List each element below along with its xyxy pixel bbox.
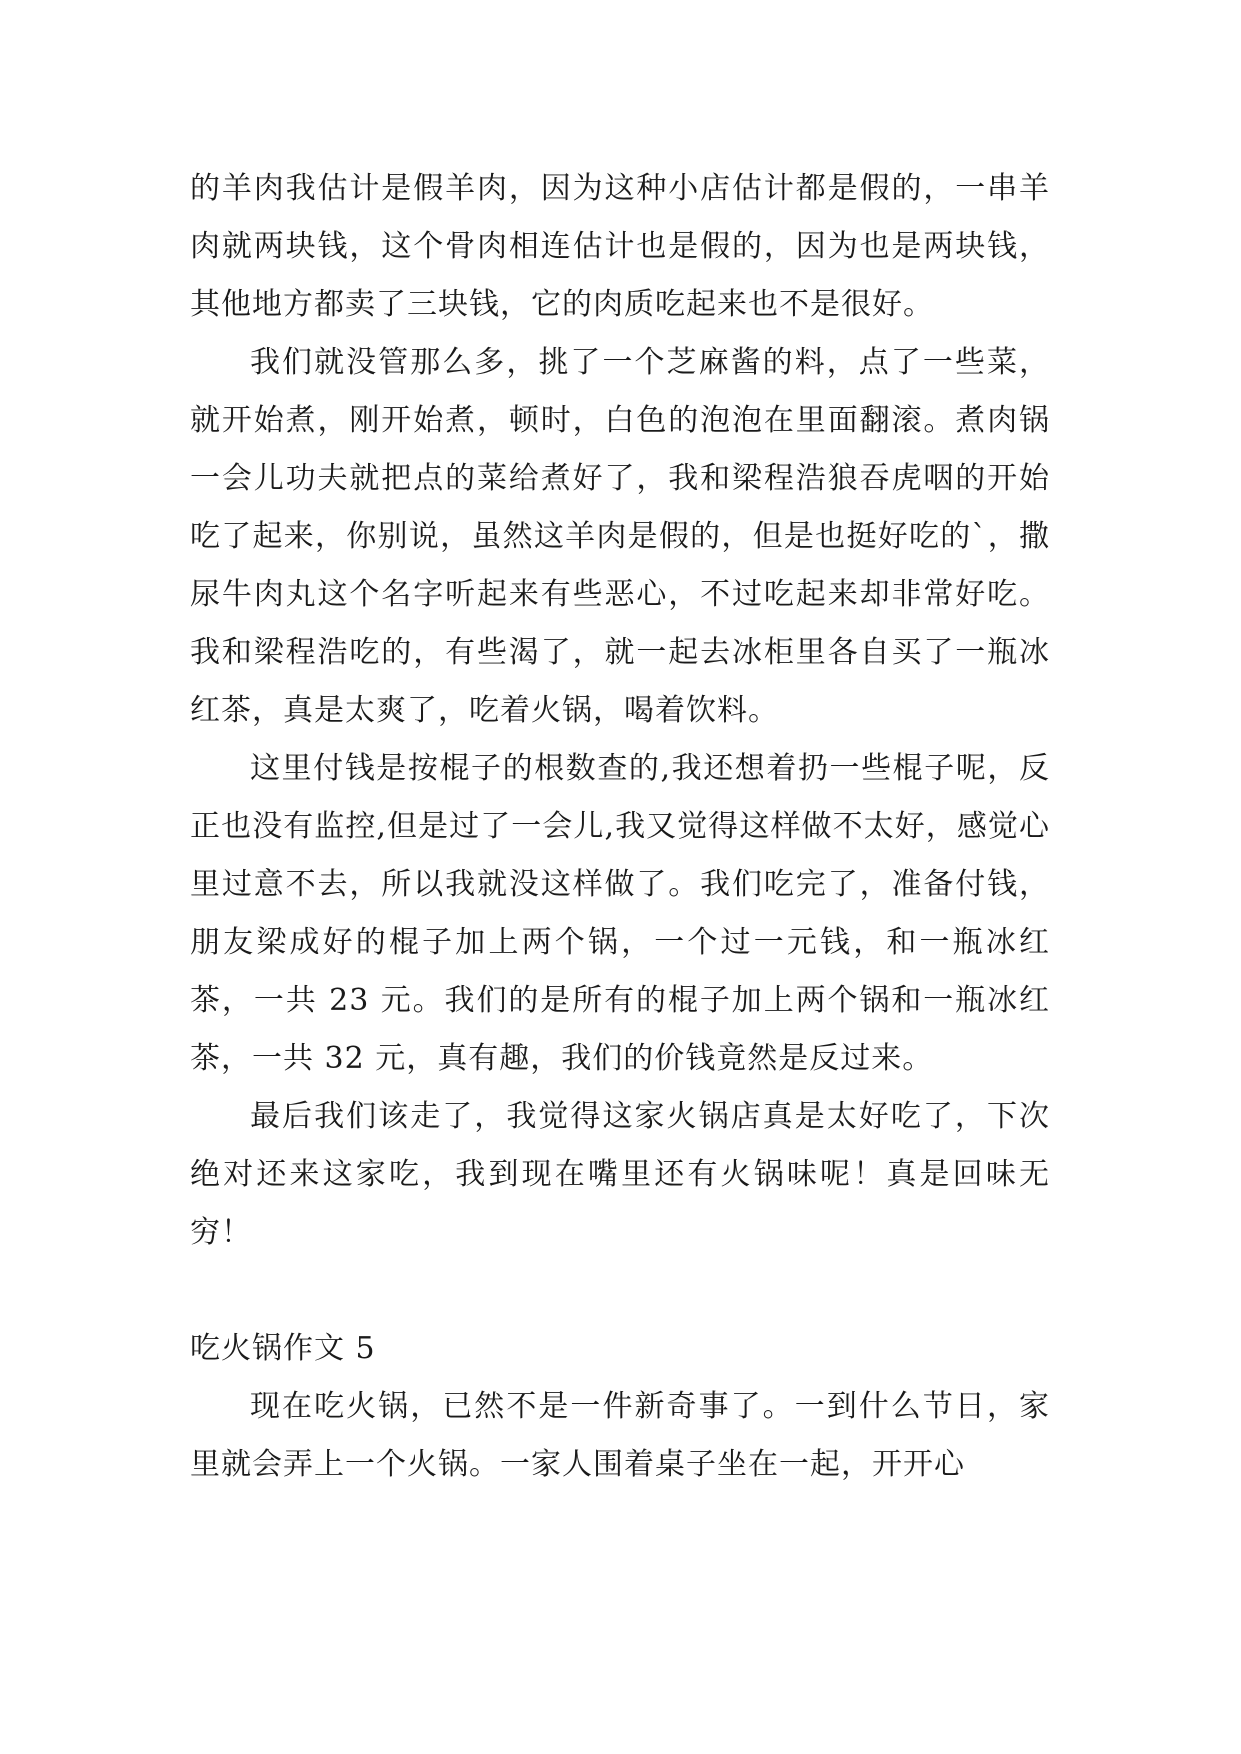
- paragraph-4: 最后我们该走了，我觉得这家火锅店真是太好吃了，下次绝对还来这家吃，我到现在嘴里还有火锅味呢！真是回味无穷！: [190, 1099, 1050, 1250]
- section-title: 吃火锅作文 5: [190, 1331, 376, 1366]
- section-paragraph-1: 现在吃火锅，已然不是一件新奇事了。一到什么节日，家里就会弄上一个火锅。一家人围着桌子坐在一起，开开心: [190, 1389, 1050, 1482]
- paragraph-1: 的羊肉我估计是假羊肉，因为这种小店估计都是假的，一串羊肉就两块钱，这个骨肉相连估计也是假的，因为也是两块钱，其他地方都卖了三块钱，它的肉质吃起来也不是很好。: [190, 171, 1050, 322]
- paragraph-3: 这里付钱是按棍子的根数查的,我还想着扔一些棍子呢，反正也没有监控,但是过了一会儿,我又觉得这样做不太好，感觉心里过意不去，所以我就没这样做了。我们吃完了，准备付钱，朋友梁成好的棍子加上两个锅，一个过一元钱，和一瓶冰红茶，一共 23 元。我们的是所有的棍子加上两个锅和一瓶冰红茶，一共 32 元，真有趣，我们的价钱竟然是反过来。: [190, 751, 1050, 1076]
- paragraph-2: 我们就没管那么多，挑了一个芝麻酱的料，点了一些菜，就开始煮，刚开始煮，顿时，白色的泡泡在里面翻滚。煮肉锅一会儿功夫就把点的菜给煮好了，我和梁程浩狼吞虎咽的开始吃了起来，你别说，虽然这羊肉是假的，但是也挺好吃的`，撒尿牛肉丸这个名字听起来有些恶心，不过吃起来却非常好吃。我和梁程浩吃的，有些渴了，就一起去冰柜里各自买了一瓶冰红茶，真是太爽了，吃着火锅，喝着饮料。: [190, 345, 1050, 728]
- document-content: [190, 160, 1050, 1494]
